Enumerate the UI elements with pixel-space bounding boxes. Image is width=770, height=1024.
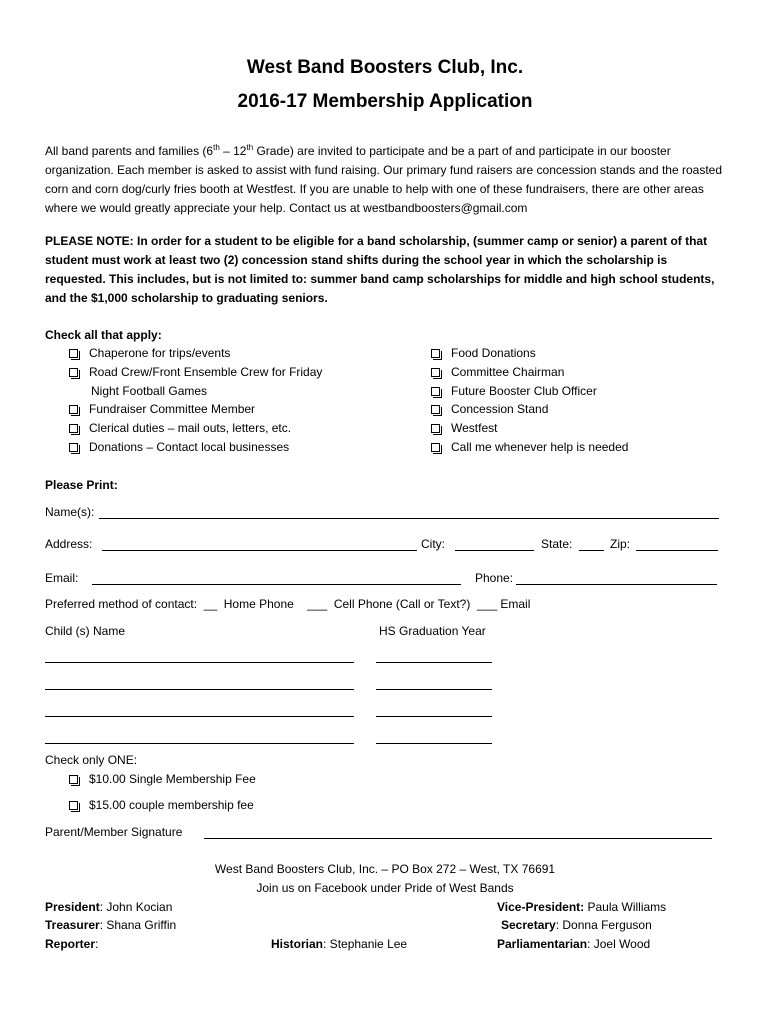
officer-reporter: Reporter: — [45, 937, 99, 951]
checkbox-couple-membership[interactable]: $15.00 couple membership fee — [69, 798, 254, 812]
checkbox-donations[interactable]: Donations – Contact local businesses — [69, 440, 289, 454]
grad-year-field-3[interactable] — [376, 716, 492, 717]
intro-paragraph: All band parents and families (6th – 12th Grade) are invited to participate and be a part of and participate in our booster organization. Each member is asked to assist with fund raising. Our primary fund raisers are concession stands and the roasted corn and corn dog/curly fries booth at Westfest. If you are unable to help with one of these fundraisers, there are other areas where we would greatly appreciate your help. Contact us at westbandboosters@gmail.com — [45, 143, 722, 215]
officer-parliamentarian: Parliamentarian: Joel Wood — [497, 937, 651, 951]
checkbox-icon[interactable] — [69, 405, 78, 414]
state-label: State: — [541, 537, 573, 551]
checkbox-westfest[interactable]: Westfest — [431, 421, 497, 435]
officer-vice-president: Vice-President: Paula Williams — [497, 900, 667, 914]
checkbox-clerical[interactable]: Clerical duties – mail outs, letters, etc. — [69, 421, 291, 435]
child-name-field-3[interactable] — [45, 716, 354, 717]
checkbox-icon[interactable] — [69, 443, 78, 452]
checkbox-call-me[interactable]: Call me whenever help is needed — [431, 440, 628, 454]
signature-label: Parent/Member Signature — [45, 825, 183, 839]
city-field[interactable] — [455, 550, 534, 551]
checkbox-committee-chairman[interactable]: Committee Chairman — [431, 365, 564, 379]
address-field[interactable] — [102, 550, 417, 551]
address-label: Address: — [45, 537, 93, 551]
scholarship-note: PLEASE NOTE: In order for a student to be eligible for a band scholarship, (summer camp or senior) a parent of that student must work at least two (2) concession stand shifts during the school year in which the scholarship is requested. This includes, but is not limited to: summer band camp scholarships for middle and high school students, and the $1,000 scholarship to graduating seniors. — [45, 234, 715, 305]
officer-historian: Historian: Stephanie Lee — [271, 937, 408, 951]
checkbox-chaperone[interactable]: Chaperone for trips/events — [69, 346, 230, 360]
officer-secretary: Secretary: Donna Ferguson — [501, 918, 652, 932]
checkbox-icon[interactable] — [431, 405, 440, 414]
checkbox-concession-stand[interactable]: Concession Stand — [431, 402, 548, 416]
officer-treasurer: Treasurer: Shana Griffin — [45, 918, 177, 932]
checkbox-icon[interactable] — [431, 387, 440, 396]
child-name-field-1[interactable] — [45, 662, 354, 663]
checkbox-icon[interactable] — [431, 443, 440, 452]
checkbox-icon[interactable] — [69, 775, 78, 784]
checkbox-fundraiser-committee[interactable]: Fundraiser Committee Member — [69, 402, 255, 416]
checkbox-food-donations[interactable]: Food Donations — [431, 346, 536, 360]
grad-year-field-2[interactable] — [376, 689, 492, 690]
checkbox-icon[interactable] — [69, 424, 78, 433]
grad-year-field-1[interactable] — [376, 662, 492, 663]
title-club-name: West Band Boosters Club, Inc. — [246, 57, 524, 78]
officer-president: President: John Kocian — [45, 900, 173, 914]
checkbox-icon[interactable] — [69, 349, 78, 358]
checkbox-icon[interactable] — [431, 424, 440, 433]
check-one-heading: Check only ONE: — [45, 753, 138, 767]
checkbox-future-officer[interactable]: Future Booster Club Officer — [431, 384, 597, 398]
names-label: Name(s): — [45, 505, 95, 519]
checkbox-icon[interactable] — [431, 349, 440, 358]
zip-field[interactable] — [636, 550, 718, 551]
checkbox-road-crew[interactable]: Road Crew/Front Ensemble Crew for Friday — [69, 365, 322, 379]
child-name-field-4[interactable] — [45, 743, 354, 744]
checkbox-single-membership[interactable]: $10.00 Single Membership Fee — [69, 772, 256, 786]
footer-address: West Band Boosters Club, Inc. – PO Box 272 – West, TX 76691 — [214, 862, 556, 876]
road-crew-continuation: Night Football Games — [91, 384, 208, 398]
title-application: 2016-17 Membership Application — [237, 91, 533, 112]
email-label: Email: — [45, 571, 79, 585]
checkbox-icon[interactable] — [69, 368, 78, 377]
checkbox-icon[interactable] — [431, 368, 440, 377]
city-label: City: — [421, 537, 445, 551]
phone-label: Phone: — [475, 571, 514, 585]
email-field[interactable] — [92, 584, 461, 585]
child-name-field-2[interactable] — [45, 689, 354, 690]
names-field[interactable] — [99, 518, 719, 519]
grad-year-label: HS Graduation Year — [379, 624, 486, 638]
phone-field[interactable] — [516, 584, 717, 585]
footer-facebook: Join us on Facebook under Pride of West Bands — [256, 881, 514, 895]
preferred-contact-line: Preferred method of contact: __ Home Phone ___ Cell Phone (Call or Text?) ___ Email — [45, 597, 531, 611]
child-name-label: Child (s) Name — [45, 624, 126, 638]
grad-year-field-4[interactable] — [376, 743, 492, 744]
signature-field[interactable] — [204, 838, 712, 839]
zip-label: Zip: — [610, 537, 631, 551]
check-all-heading: Check all that apply: — [45, 328, 162, 342]
please-print-heading: Please Print: — [45, 478, 118, 492]
checkbox-icon[interactable] — [69, 801, 78, 810]
state-field[interactable] — [579, 550, 604, 551]
